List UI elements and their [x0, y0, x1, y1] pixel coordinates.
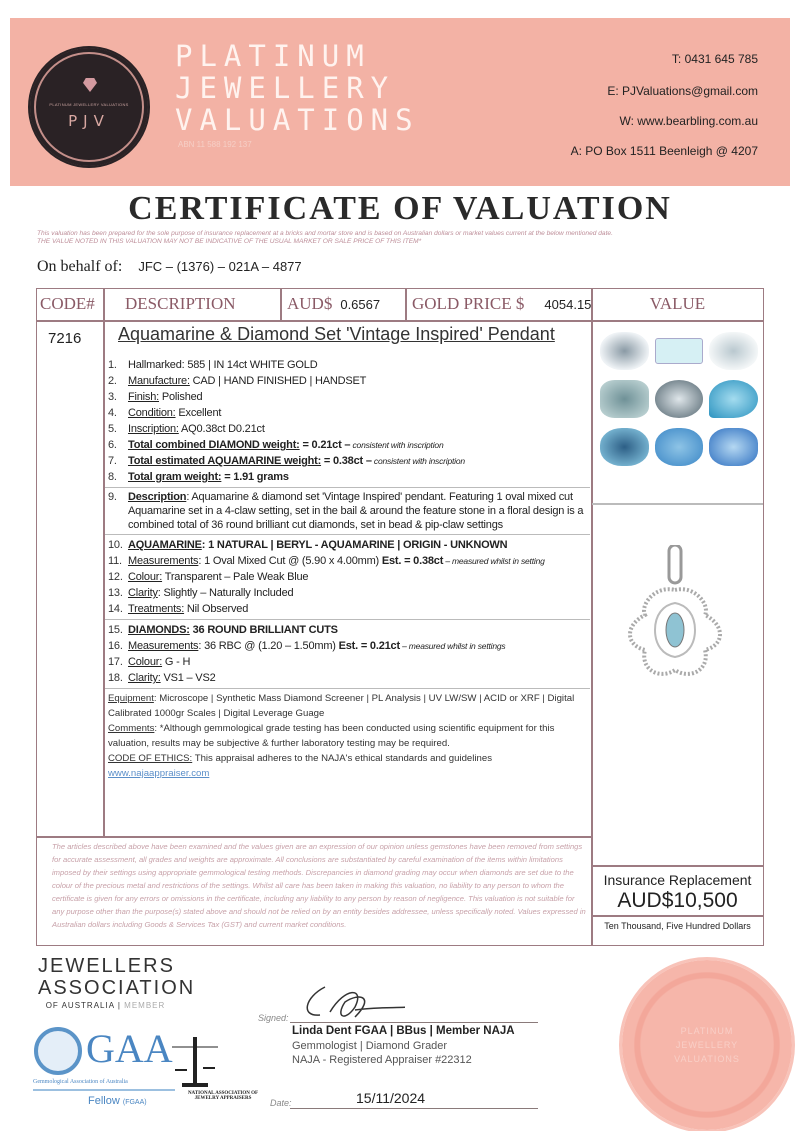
website: W: www.bearbling.com.au	[619, 114, 758, 128]
list-item: 15. DIAMONDS: 36 ROUND BRILLIANT CUTS	[108, 624, 338, 636]
jaa-logo: JEWELLERS ASSOCIATION OF AUSTRALIA | MEMBER	[38, 955, 196, 1010]
valuation-date: 15/11/2024	[356, 1090, 426, 1106]
insurance-label: Insurance Replacement	[603, 872, 752, 888]
notes-block	[105, 688, 590, 783]
header-gold-price: GOLD PRICE $ 4054.15	[412, 294, 592, 313]
divider	[592, 503, 763, 505]
list-item: 5. Inscription: AQ0.38ct D0.21ct	[108, 423, 265, 435]
diamond-icon	[83, 78, 97, 92]
header-description: DESCRIPTION	[125, 294, 236, 313]
naja-logo-text: NATIONAL ASSOCIATION OF JEWELRY APPRAISERS	[187, 1091, 259, 1101]
email: E: PJValuations@gmail.com	[607, 84, 758, 98]
list-item: 4. Condition: Excellent	[108, 407, 222, 419]
list-item: 12. Colour: Transparent – Pale Weak Blue	[108, 571, 309, 583]
divider	[280, 288, 282, 320]
code-of-ethics: CODE OF ETHICS: This appraisal adheres to the NAJA's ethical standards and guidelines www.najaappraiser.com	[108, 753, 492, 779]
gaa-logo: GAA	[86, 1026, 173, 1071]
list-item: 16. Measurements: 36 RBC @ (1.20 – 1.50mm) Est. = 0.21ct – measured whilst in settings	[108, 640, 506, 652]
signer-name: Linda Dent FGAA | BBus | Member NAJA	[292, 1025, 515, 1037]
signature	[285, 982, 405, 1027]
pendant-image	[615, 545, 735, 695]
header-value: VALUE	[649, 294, 706, 313]
list-item: 10. AQUAMARINE: 1 NATURAL | BERYL - AQUAMARINE | ORIGIN - UNKNOWN	[108, 539, 508, 551]
page-title: CERTIFICATE OF VALUATION	[128, 190, 672, 227]
divider	[592, 915, 763, 917]
gem-image	[600, 428, 649, 466]
list-item: 2. Manufacture: CAD | HAND FINISHED | HANDSET	[108, 375, 367, 387]
signature-line	[290, 1022, 538, 1023]
description-block	[105, 487, 590, 534]
divider	[591, 288, 593, 946]
gem-image	[709, 380, 758, 418]
gem-image	[709, 332, 758, 370]
gem-image	[600, 332, 649, 370]
address: A: PO Box 1511 Beenleigh @ 4207	[570, 144, 758, 158]
footer-disclaimer: The articles described above have been examined and the values given are an expression of our opinion unless gemstones have been removed from settings for accurate assessment, all grades and weights are approximate. All conclusions are substantiated by careful examination of the items within limitations imposed by their settings using appropriate gemmological testing methods. Discrepancies in diamond grading may occur when diamonds are set due to the colour of the precious metal and restrictions of the settings. Whilst all care has been taken in making this valuation, no liability to any person to whom the certificate is given for any errors or omissions in the certificate, including any liability to any person by reason of negligence. This valuation is not suitable for any purpose other than the purpose(s) stated above and should not be relied on by an entity besides addressee, unless specifically noted. Values expressed in Australian dollars including Goods & Services Tax (GST) and current market conditions.	[52, 842, 586, 929]
divider	[592, 865, 763, 867]
list-item: 7. Total estimated AQUAMARINE weight: = 0.38ct – consistent with inscription	[108, 455, 465, 467]
diamonds-list	[105, 619, 590, 688]
list-item: 8. Total gram weight: = 1.91 grams	[108, 471, 289, 483]
date-line	[290, 1108, 538, 1109]
list-item: 9. Description: Aquamarine & diamond set 'Vintage Inspired' pendant. Featuring 1 oval mixed cut Aquamarine set in a 4-claw setting, set in the bail & around the feature stone in a floral design is a combined total of 36 round brilliant cut diamonds, set in bead & pip-claw settings	[108, 491, 584, 531]
gaa-subtitle: Gemmological Association of Australia	[33, 1079, 128, 1085]
list-item: 3. Finish: Polished	[108, 391, 203, 403]
gaa-fellow: Fellow (FGAA)	[88, 1095, 147, 1107]
comments: Comments: *Although gemmological grade testing has been conducted using scientific equipment for this valuation, results may be subjective & further laboratory testing may be required.	[108, 723, 555, 749]
equipment: Equipment: Microscope | Synthetic Mass Diamond Screener | PL Analysis | UV LW/SW | ACID or XRF | Digital Calibrated 1000gr Scales | Digital Leverage Guage	[108, 693, 575, 719]
header-code: CODE#	[40, 294, 95, 313]
gem-image	[600, 380, 649, 418]
item-title: Aquamarine & Diamond Set 'Vintage Inspired' Pendant	[118, 324, 555, 344]
abn: ABN 11 588 192 137	[178, 140, 252, 149]
list-item: 14. Treatments: Nil Observed	[108, 603, 249, 615]
list-item: 6. Total combined DIAMOND weight: = 0.21ct – consistent with inscription	[108, 439, 444, 451]
description-column	[105, 321, 590, 835]
list-item: 11. Measurements: 1 Oval Mixed Cut @ (5.90 x 4.00mm) Est. = 0.38ct – measured whilst in setting	[108, 555, 545, 567]
company-seal: PLATINUM JEWELLERY VALUATIONS	[622, 960, 792, 1130]
gaa-emblem-icon	[34, 1027, 82, 1075]
gem-image	[655, 338, 704, 364]
date-label: Date:	[270, 1098, 292, 1108]
signer-role: Gemmologist | Diamond Grader	[292, 1040, 448, 1052]
divider	[33, 1089, 175, 1091]
list-item: 17. Colour: G - H	[108, 656, 191, 668]
header-aud: AUD$ 0.6567	[287, 294, 381, 313]
divider	[405, 288, 407, 320]
signer-registration: NAJA - Registered Appraiser #22312	[292, 1054, 472, 1066]
list-item: 13. Clarity: Slightly – Naturally Included	[108, 587, 294, 599]
phone: T: 0431 645 785	[671, 52, 758, 66]
list-item: 18. Clarity: VS1 – VS2	[108, 672, 216, 684]
on-behalf-of: On behalf of: JFC – (1376) – 021A – 4877	[37, 258, 302, 275]
naja-scales-icon	[170, 1035, 220, 1090]
valuation-disclaimer: This valuation has been prepared for the sole purpose of insurance replacement at a bricks and mortar store and is based on Australian dollars or market values current at the below mentioned date. THE VALUE NOTED IN THIS VALUATION MAY NOT BE INDICATIVE OF THE USUAL MARKET OR SALE PRICE OF THIS ITEM*	[37, 230, 613, 245]
signed-label: Signed:	[258, 1013, 289, 1023]
insurance-amount: AUD$10,500	[617, 889, 738, 912]
pjv-logo: PLATINUM JEWELLERY VALUATIONS PJV	[28, 46, 150, 168]
gemstone-reference-images	[600, 332, 758, 466]
naja-link[interactable]: www.najaappraiser.com	[108, 768, 210, 779]
item-details-list	[105, 355, 590, 487]
insurance-amount-words: Ten Thousand, Five Hundred Dollars	[604, 921, 751, 931]
divider	[36, 836, 592, 838]
item-code: 7216	[48, 330, 82, 347]
gem-image	[655, 380, 704, 418]
aquamarine-list	[105, 534, 590, 619]
list-item: 1. Hallmarked: 585 | IN 14ct WHITE GOLD	[108, 359, 318, 371]
gem-image	[655, 428, 704, 466]
gem-image	[709, 428, 758, 466]
brand-name: PLATINUM JEWELLERY VALUATIONS	[175, 39, 420, 137]
